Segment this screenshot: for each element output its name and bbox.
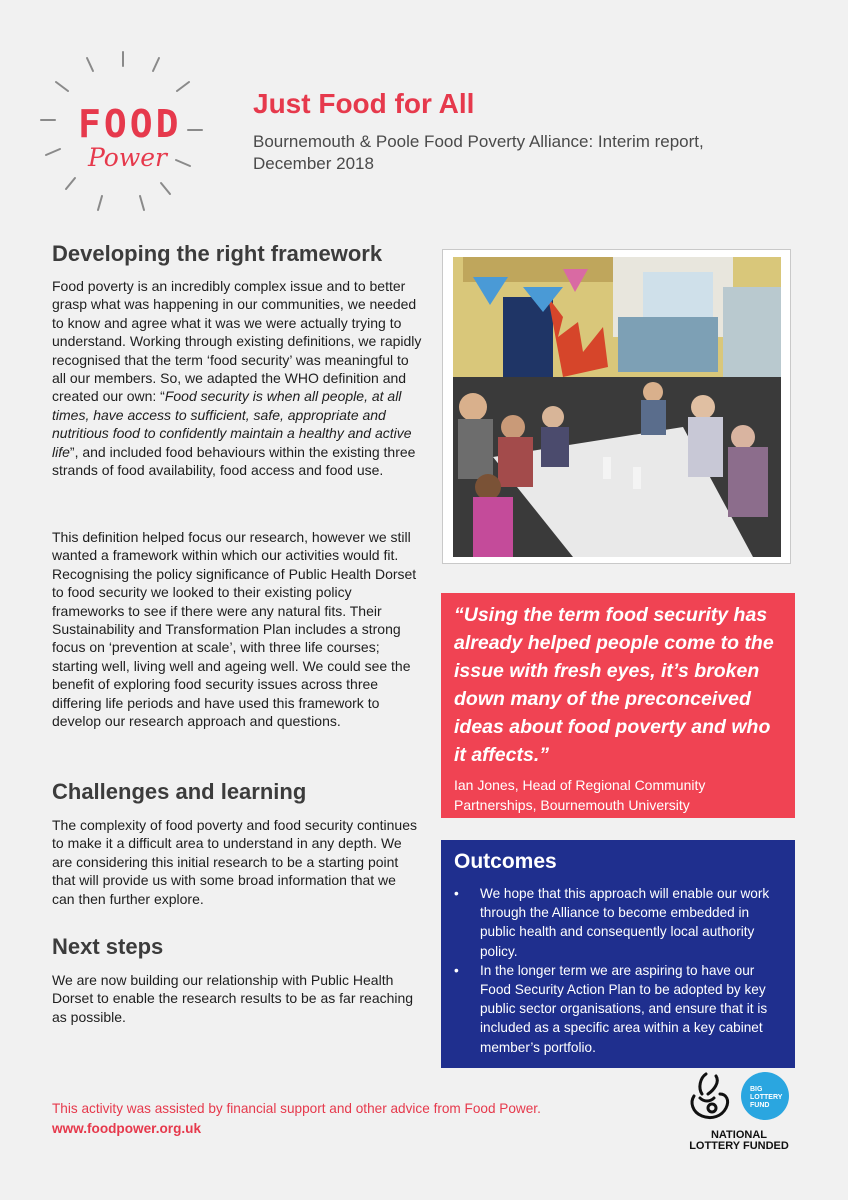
national-lottery-funded-text [684, 1130, 794, 1152]
outcomes-heading: Outcomes [454, 850, 557, 873]
quote-box [441, 593, 795, 818]
challenges-paragraph: The complexity of food poverty and food security continues to make it a difficult area to understand in any depth. We are considering this initial research to be a starting point that will provide us with some broad information that we can then further explore. [52, 817, 417, 907]
outcomes-box [441, 840, 795, 1068]
badge-line: LOTTERY [750, 1094, 783, 1101]
food-security-definition: Food security is when all people, at all times, have access to sufficient, safe, appropriate and nutritious food to confidently maintain a healthy and active life [52, 388, 412, 460]
framework-outro: ”, and included food behaviours within the existing three strands of food availability, food access and food use. [52, 443, 416, 479]
page-title: Just Food for All [253, 88, 475, 119]
outcome-text: In the longer term we are aspiring to have our Food Security Action Plan to be adopted by key public sector organisations, and ensure that it is included as a specific area within a key cabinet member’s portfolio. [480, 962, 768, 1055]
website-link[interactable]: www.foodpower.org.uk [52, 1121, 202, 1136]
list-item [454, 884, 781, 961]
bullet-icon: • [454, 886, 459, 901]
funding-note: This activity was assisted by financial support and other advice from Food Power. [52, 1101, 541, 1116]
outcomes-list [454, 884, 781, 1057]
page-subtitle: Bournemouth & Poole Food Poverty Alliance: Interim report, December 2018 [253, 132, 704, 173]
challenges-heading: Challenges and learning [52, 779, 307, 804]
badge-line: FUND [750, 1102, 770, 1109]
logo-food-text: FOOD [78, 102, 182, 146]
next-steps-paragraph: We are now building our relationship with Public Health Dorset to enable the research results to be as far reaching as possible. [52, 972, 414, 1025]
bullet-icon: • [454, 962, 459, 978]
lottery-line: LOTTERY FUNDED [689, 1140, 789, 1152]
community-meal-photo [453, 257, 781, 557]
outcome-text: We hope that this approach will enable our work through the Alliance to become embedded in public health and consequently local authority policy. [480, 886, 770, 959]
logo-power-text: Power [88, 143, 168, 172]
definition-paragraph: This definition helped focus our research, however we still wanted a framework within which our activities would fit. Recognising the policy significance of Public Health Dorset to food security we looked to their existing policy frameworks to see if there were any natural fits. Their Sustainability and Transformation Plan includes a strong focus on ‘prevention at scale’, with three life courses; starting well, living well and ageing well. We could see the benefit of exploring food security issues across three differing life periods and have used this framework to develop our research approach and questions. [52, 529, 417, 730]
quote-attribution: Ian Jones, Head of Regional Community Partnerships, Bournemouth University [454, 777, 706, 813]
big-lottery-fund-logo [741, 1072, 789, 1120]
badge-line: BIG [750, 1086, 763, 1093]
crossed-fingers-icon [686, 1070, 734, 1122]
framework-intro: Food poverty is an incredibly complex issue and to better grasp what was happening in our communities, we needed to know and agree what it was we were actually trying to understand. Working through existing definitions, we rapidly recognised that the term ‘food security’ was meaningful to all our members. So, we adapted the WHO definition and created our own: “ [52, 278, 422, 405]
quote-text: “Using the term food security has already helped people come to the issue with fresh eyes, it’s broken down many of the preconceived ideas about food poverty and who it affects.” [454, 604, 774, 766]
framework-paragraph [52, 277, 422, 479]
next-steps-heading: Next steps [52, 934, 164, 959]
list-item [454, 961, 781, 1057]
community-meal-photo-frame [442, 249, 791, 564]
framework-heading: Developing the right framework [52, 241, 383, 266]
lottery-line: NATIONAL [710, 1129, 767, 1141]
